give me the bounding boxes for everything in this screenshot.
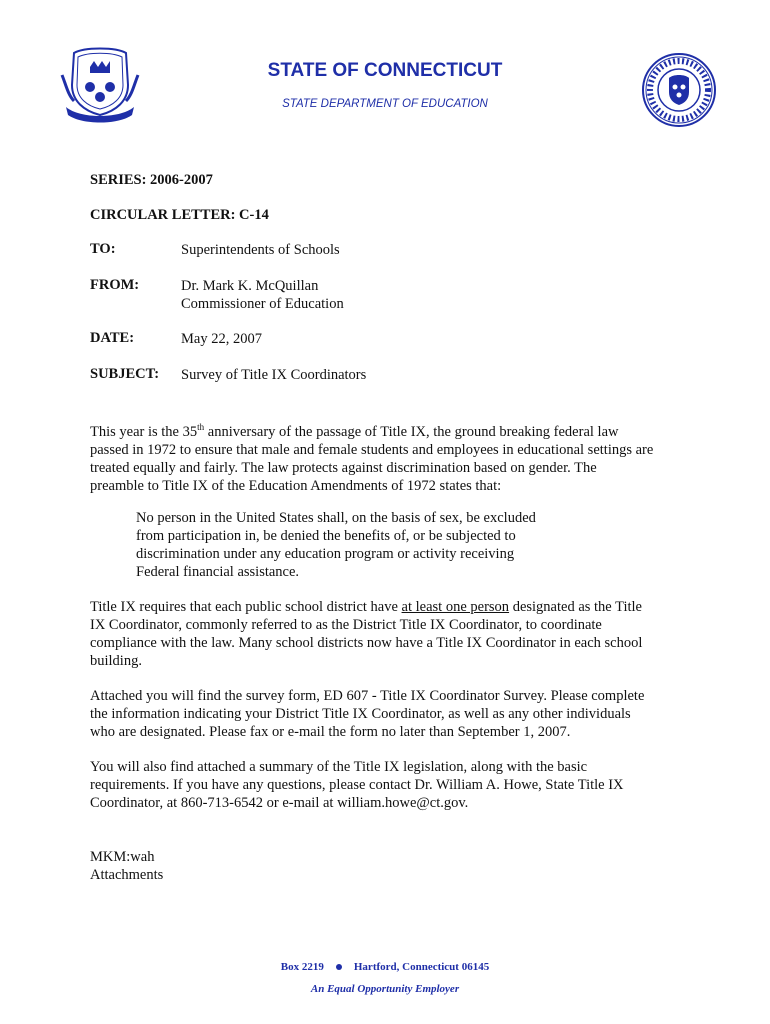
paragraph-line: You will also find attached a summary of the Title IX legislation, along with the basic xyxy=(90,759,588,775)
paragraph-line: Coordinator, at 860-713-6542 or e-mail at william.howe@ct.gov. xyxy=(90,795,469,811)
subject-value: Survey of Title IX Coordinators xyxy=(181,367,367,383)
paragraph-line: the information indicating your District Title IX Coordinator, as well as any other individuals xyxy=(90,706,631,722)
paragraph-line: Title IX requires that each public school district have at least one person designated as the Title xyxy=(90,599,642,615)
to-label: TO: xyxy=(90,241,116,257)
from-label: FROM: xyxy=(90,277,140,293)
paragraph-intro xyxy=(90,418,690,495)
date-label: DATE: xyxy=(90,330,135,346)
paragraph-line: IX Coordinator, commonly referred to as the District Title IX Coordinator, to coordinate xyxy=(90,617,602,633)
quote-line: Federal financial assistance. xyxy=(136,564,300,580)
paragraph-line: compliance with the law. Many school districts now have a Title IX Coordinator in each school xyxy=(90,635,643,651)
to-value: Superintendents of Schools xyxy=(181,242,340,258)
letterhead-title: STATE OF CONNECTICUT xyxy=(267,60,503,81)
circular-letter-line: CIRCULAR LETTER: C-14 xyxy=(90,207,269,223)
from-name: Dr. Mark K. McQuillan xyxy=(181,278,319,294)
paragraph-line: who are designated. Please fax or e-mail the form no later than September 1, 2007. xyxy=(90,724,571,740)
quote-line: from participation in, be denied the benefits of, or be subjected to xyxy=(136,528,516,544)
footer-city: Hartford, Connecticut 06145 xyxy=(353,961,490,973)
footer-address xyxy=(0,961,770,973)
footer-box: Box 2219 xyxy=(280,961,324,973)
paragraph-survey xyxy=(90,687,690,741)
footer-eoe: An Equal Opportunity Employer xyxy=(310,983,460,995)
paragraph-line: requirements. If you have any questions, please contact Dr. William A. Howe, State Title IX xyxy=(90,777,624,793)
bullet-dot-icon xyxy=(336,964,342,970)
paragraph-contact xyxy=(90,758,690,812)
initials: MKM:wah xyxy=(90,849,155,865)
attachments-note: Attachments xyxy=(90,867,164,883)
quote-line: discrimination under any education program or activity receiving xyxy=(136,546,515,562)
letterhead-subtitle: STATE DEPARTMENT OF EDUCATION xyxy=(282,98,488,110)
paragraph-line: passed in 1972 to ensure that male and female students and employees in educational settings are xyxy=(90,441,654,458)
quote-line: No person in the United States shall, on the basis of sex, be excluded xyxy=(136,510,536,526)
series-line: SERIES: 2006-2007 xyxy=(90,172,213,188)
closing-block xyxy=(90,848,690,884)
date-value: May 22, 2007 xyxy=(181,331,262,347)
paragraph-line: treated equally and fairly. The law protects against discrimination based on gender. The xyxy=(90,459,597,476)
from-value xyxy=(181,277,344,313)
paragraph-line: preamble to Title IX of the Education Amendments of 1972 states that: xyxy=(90,477,502,494)
connecticut-seal-icon xyxy=(60,45,140,125)
paragraph-line: This year is the 35th anniversary of the passage of Title IX, the ground breaking federal law xyxy=(90,422,619,440)
paragraph-line: Attached you will find the survey form, ED 607 - Title IX Coordinator Survey. Please complete xyxy=(90,688,645,704)
from-title: Commissioner of Education xyxy=(181,296,344,312)
paragraph-requirements xyxy=(90,598,690,670)
title-ix-quote xyxy=(136,509,536,581)
paragraph-line: building. xyxy=(90,653,142,669)
subject-label: SUBJECT: xyxy=(90,366,160,382)
